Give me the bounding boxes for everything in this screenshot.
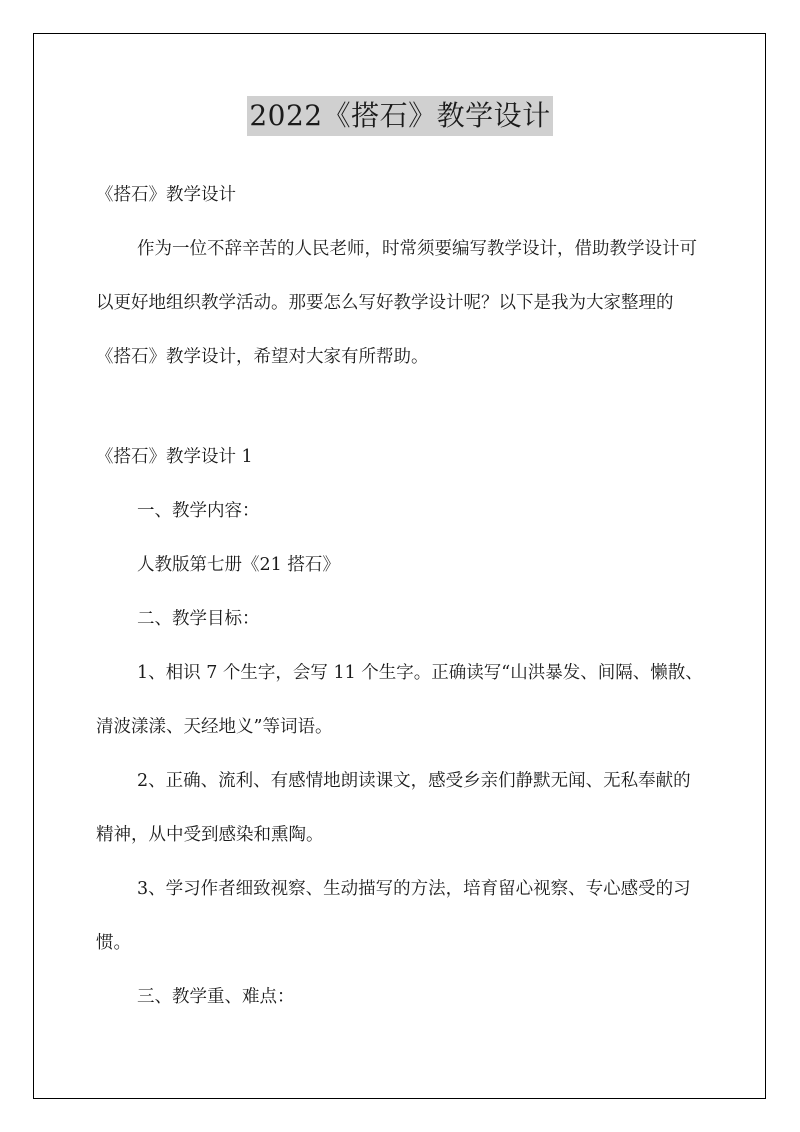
title-container xyxy=(0,96,800,136)
document-body xyxy=(96,168,708,1024)
intro-paragraph: 作为一位不辞辛苦的人民老师，时常须要编写教学设计，借助教学设计可以更好地组织教学活动。那要怎么写好教学设计呢？以下是我为大家整理的《搭石》教学设计，希望对大家有所帮助。 xyxy=(96,239,697,367)
document-title: 2022《搭石》教学设计 xyxy=(247,96,552,136)
goal-1: 1、相识 7 个生字，会写 11 个生字。正确读写“山洪暴发、间隔、懒散、清波漾漾、天经地义”等词语。 xyxy=(96,663,703,737)
spacer xyxy=(96,384,708,430)
textbook-line: 人教版第七册《21 搭石》 xyxy=(137,555,340,575)
section-title: 《搭石》教学设计 1 xyxy=(96,447,253,467)
heading-key-points: 三、教学重、难点： xyxy=(137,987,295,1007)
subtitle: 《搭石》教学设计 xyxy=(96,185,236,205)
heading-content: 一、教学内容： xyxy=(137,501,260,521)
goal-2: 2、正确、流利、有感情地朗读课文，感受乡亲们静默无闻、无私奉献的精神，从中受到感染和熏陶。 xyxy=(96,771,691,845)
goal-3: 3、学习作者细致视察、生动描写的方法，培育留心视察、专心感受的习惯。 xyxy=(96,879,691,953)
heading-goals: 二、教学目标： xyxy=(137,609,260,629)
